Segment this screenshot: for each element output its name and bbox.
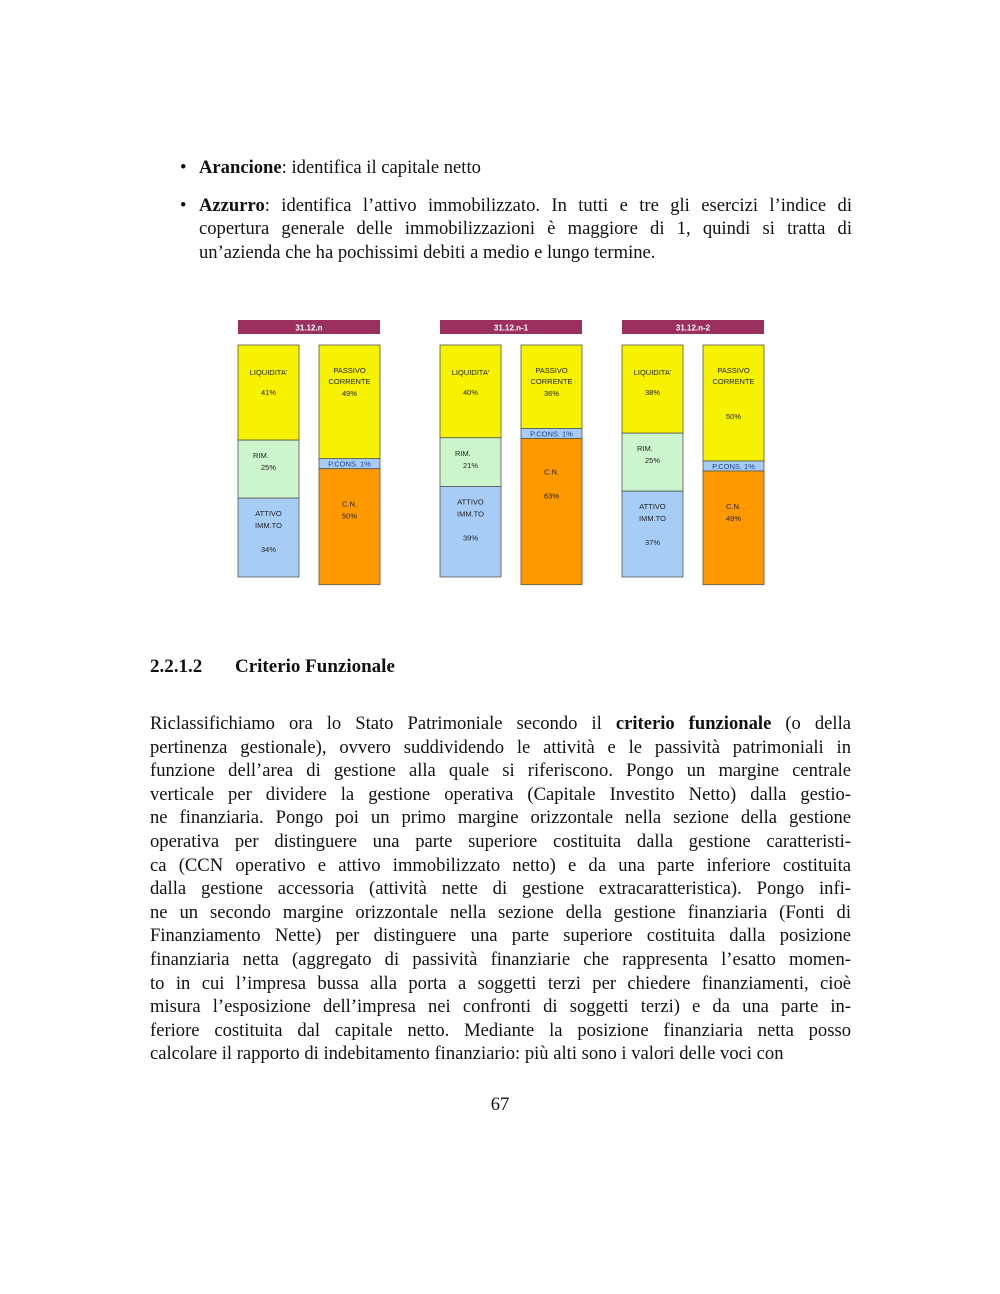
segment-name: ATTIVO	[457, 497, 484, 507]
segment-value: 49%	[725, 514, 742, 523]
segment-name: CORRENTE	[328, 377, 371, 386]
segment-name: LIQUIDITA'	[249, 368, 288, 377]
segment-name: P.CONS. 1%	[530, 429, 573, 439]
bullet-dot: •	[180, 194, 187, 216]
segment-value: 21%	[462, 460, 479, 470]
passivo-segment	[703, 471, 764, 585]
segment-name: IMM.TO	[255, 521, 282, 531]
bullet-item-azzurro	[178, 194, 852, 265]
body-paragraph	[150, 712, 851, 1066]
segment-value: 37%	[644, 538, 661, 548]
segment-value: 36%	[543, 389, 560, 398]
segment-name: LIQUIDITA'	[633, 368, 672, 377]
paragraph-line: ne finanziaria. Pongo poi un primo margine orizzontale nella sezione della gestione	[150, 807, 851, 829]
paragraph-line: to in cui l’impresa bussa alla porta a soggetti terzi per chiedere finanziamenti, cioè	[150, 972, 851, 994]
passivo-segment	[521, 439, 582, 585]
section-number: 2.2.1.2	[150, 656, 203, 677]
paragraph-line: misura l’esposizione dell’impresa nei confronti di soggetti terzi) e da una parte in-	[150, 996, 851, 1018]
paragraph-line: ca (CCN operativo e attivo immobilizzato netto) e da una parte inferiore costituita	[150, 854, 851, 876]
paragraph-line: Finanziamento Nette) per distinguere una parte superiore costituita dalla posizione	[150, 925, 851, 947]
passivo-segment	[319, 345, 380, 459]
paragraph-line: ne un secondo margine orizzontale nella sezione della gestione finanziaria (Fonti di	[150, 901, 851, 923]
segment-value: 50%	[341, 511, 358, 521]
bullet-line: copertura generale delle immobilizzazioni è maggiore di 1, quindi si tratta di	[199, 218, 852, 240]
paragraph-line: calcolare il rapporto di indebitamento finanziario: più alti sono i valori delle voci con	[150, 1043, 784, 1065]
segment-value: 25%	[260, 463, 277, 473]
segment-name: P.CONS. 1%	[328, 459, 371, 469]
paragraph-line: Riclassifichiamo ora lo Stato Patrimoniale secondo il criterio funzionale (o della	[150, 713, 851, 734]
bullet-line: Azzurro: identifica l’attivo immobilizzato. In tutti e tre gli esercizi l’indice di	[199, 194, 852, 216]
segment-name: PASSIVO	[535, 366, 568, 375]
segment-name: RIM.	[455, 448, 471, 458]
page-number: 67	[490, 1094, 510, 1115]
segment-name: C.N.	[342, 499, 357, 509]
segment-name: LIQUIDITA'	[451, 368, 490, 377]
segment-value: 25%	[644, 456, 661, 466]
segment-name: PASSIVO	[333, 366, 366, 375]
segment-name: PASSIVO	[717, 366, 750, 375]
segment-name: CORRENTE	[530, 377, 573, 386]
balance-sheet-chart	[230, 312, 775, 587]
segment-name: ATTIVO	[255, 509, 282, 519]
bullet-term: Azzurro	[199, 194, 265, 216]
segment-value: 50%	[725, 412, 742, 421]
segment-name: IMM.TO	[457, 509, 484, 519]
paragraph-line: feriore costituita dal capitale netto. Mediante la posizione finanziaria netta posso	[150, 1019, 851, 1041]
bullet-list	[178, 156, 852, 278]
segment-value: 49%	[341, 389, 358, 398]
paragraph-line: finanziaria netta (aggregato di passività finanziarie che rappresenta l’esatto momen-	[150, 948, 851, 970]
segment-value: 63%	[543, 491, 560, 501]
section-title: Criterio Funzionale	[235, 656, 395, 677]
paragraph-line: funzione dell’area di gestione alla quale si riferiscono. Pongo un margine centrale	[150, 760, 851, 782]
segment-value: 38%	[644, 388, 661, 397]
segment-value: 34%	[260, 545, 277, 555]
segment-name: IMM.TO	[639, 514, 666, 524]
paragraph-line: dalla gestione accessoria (attività nette di gestione extracaratteristica). Pongo infi-	[150, 878, 851, 900]
bullet-term: Arancione	[199, 157, 282, 178]
bullet-line: un’azienda che ha pochissimi debiti a medio e lungo termine.	[199, 241, 656, 263]
segment-value: 40%	[462, 388, 479, 397]
segment-name: C.N.	[726, 502, 741, 511]
passivo-segment	[703, 345, 764, 461]
bullet-text: : identifica il capitale netto	[281, 157, 481, 178]
period-header-label: 31.12.n	[295, 323, 323, 333]
segment-value: 41%	[260, 388, 277, 397]
segment-name: ATTIVO	[639, 502, 666, 512]
bullet-dot: •	[180, 157, 187, 178]
bold-term: criterio funzionale	[615, 713, 772, 734]
paragraph-line: operativa per distinguere una parte superiore costituita dalla gestione caratteristi-	[150, 830, 851, 852]
paragraph-line: verticale per dividere la gestione operativa (Capitale Investito Netto) dalla gestio-	[150, 783, 851, 805]
segment-name: RIM.	[637, 444, 653, 454]
section-heading	[150, 656, 395, 678]
segment-name: RIM.	[253, 451, 269, 461]
bullet-item-arancione	[178, 156, 852, 180]
paragraph-line: pertinenza gestionale), ovvero suddividendo le attività e le passività patrimoniali in	[150, 736, 851, 758]
passivo-segment	[521, 345, 582, 429]
passivo-segment	[319, 469, 380, 585]
segment-name: CORRENTE	[712, 377, 755, 386]
segment-name: C.N.	[544, 467, 559, 477]
period-header-label: 31.12.n-1	[493, 323, 529, 333]
segment-value: 39%	[462, 533, 479, 543]
period-header-label: 31.12.n-2	[675, 323, 711, 333]
segment-name: P.CONS. 1%	[712, 462, 755, 471]
